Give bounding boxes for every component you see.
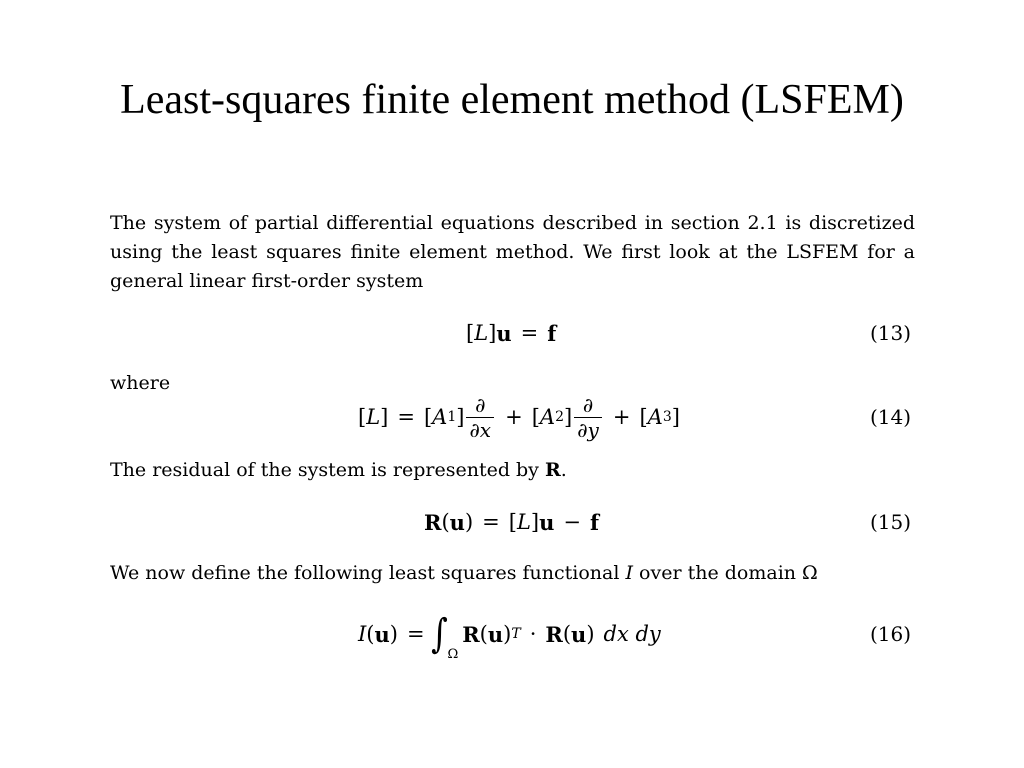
- equation-13-number: (13): [869, 321, 911, 345]
- equation-16: [110, 604, 915, 664]
- equation-13: [110, 303, 915, 363]
- equation-16-formula: I ( u ) = ∫ Ω R ( u ) T · R ( u ) dx dy: [358, 611, 661, 662]
- functional-domain-text: over the domain Ω: [633, 562, 818, 584]
- where-label: where: [110, 372, 171, 394]
- equation-15-number: (15): [869, 510, 911, 534]
- equation-13-formula: [ L ] u = f: [466, 320, 557, 346]
- residual-period: .: [560, 459, 567, 481]
- slide-title: Least-squares finite element method (LSFEM): [120, 77, 904, 123]
- residual-paragraph: [110, 456, 915, 485]
- residual-text: The residual of the system is represented by: [110, 459, 545, 481]
- equation-14-formula: [ L ] = [ A 1 ] $\frac{\partial}{\partial x}$ + [ A 2 ] $\frac{\partial}{\partial y}$ + [ A 3 ]: [358, 392, 680, 442]
- intro-paragraph: The system of partial differential equations described in section 2.1 is discretized using the least squares finite element method. We first look at the LSFEM for a general linear first-order system: [110, 212, 915, 292]
- functional-text: We now define the following least squares functional: [110, 562, 626, 584]
- equation-16-number: (16): [869, 622, 911, 646]
- integral-sign: ∫ Ω: [430, 611, 459, 662]
- functional-paragraph: [110, 559, 915, 588]
- equation-14: [110, 387, 915, 447]
- equation-15: [110, 492, 915, 552]
- residual-symbol: R: [544, 459, 561, 481]
- equation-15-formula: R ( u ) = [ L ] u − f: [424, 509, 600, 535]
- equation-14-number: (14): [869, 405, 911, 429]
- functional-symbol: I: [625, 562, 634, 584]
